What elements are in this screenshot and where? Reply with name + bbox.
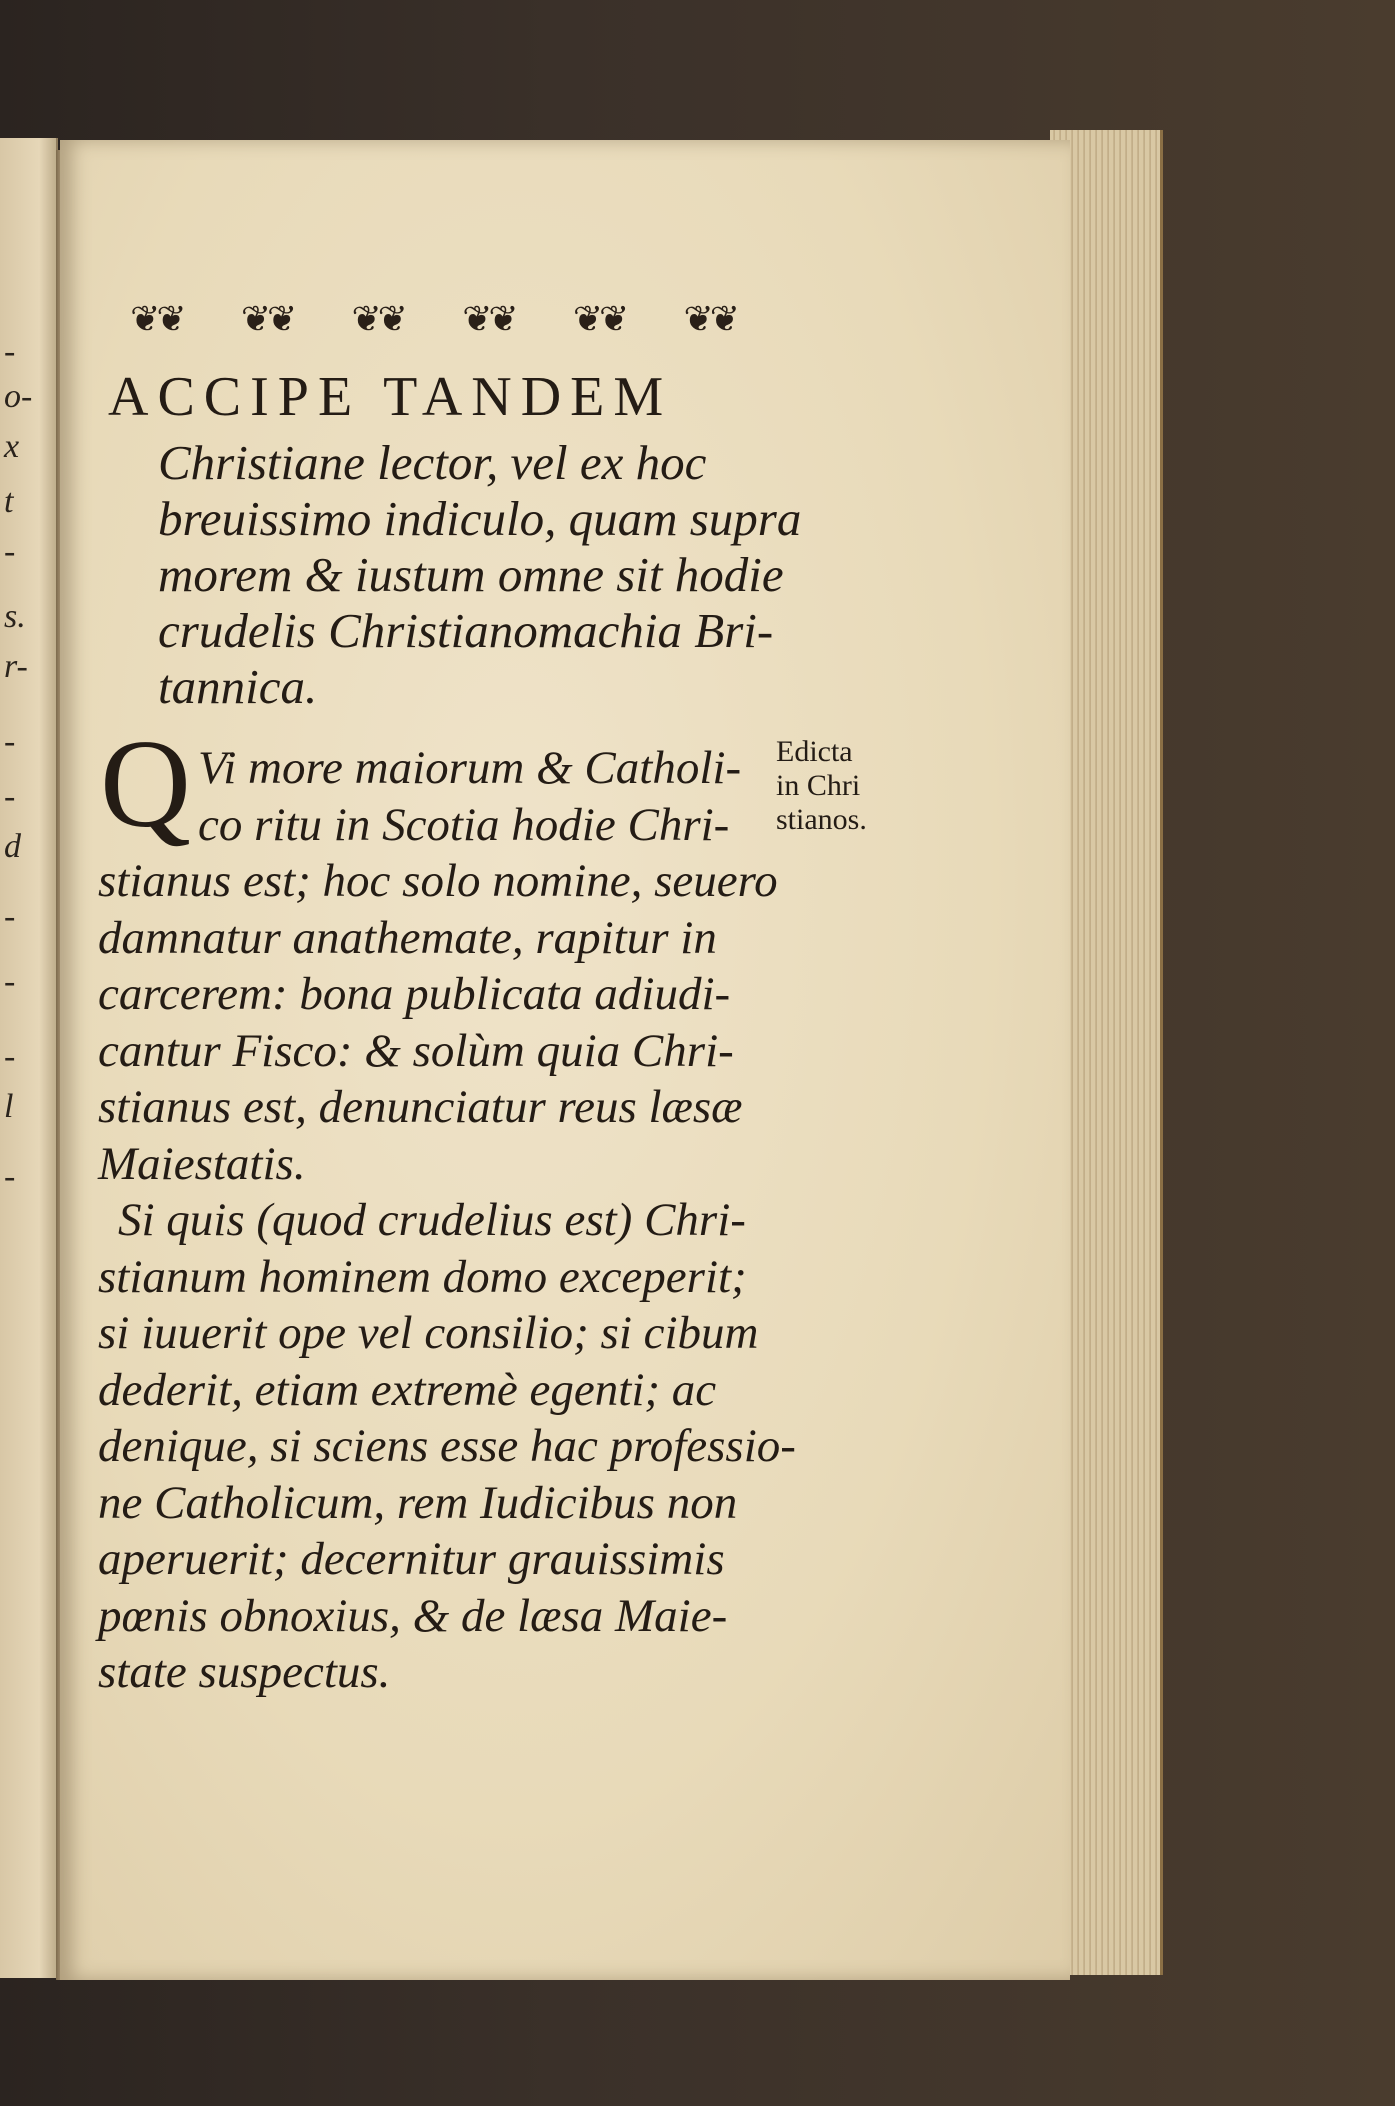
body-line: ne Catholicum, rem Iudicibus non bbox=[98, 1476, 738, 1529]
facing-page-edge bbox=[0, 138, 58, 1978]
body-line: cantur Fisco: & solùm quia Chri- bbox=[98, 1024, 734, 1077]
intro-line: crudelis Christianomachia Bri- bbox=[158, 603, 774, 658]
facing-fragment: r- bbox=[4, 648, 28, 685]
drop-cap: Q bbox=[100, 715, 191, 854]
page-heading: ACCIPE TANDEM bbox=[108, 366, 673, 428]
body-line: dederit, etiam extremè egenti; ac bbox=[98, 1363, 717, 1416]
marginal-line: Edicta bbox=[776, 735, 853, 768]
body-line: stianus est; hoc solo nomine, seuero bbox=[98, 855, 778, 907]
body-text bbox=[98, 740, 796, 1701]
intro-line: Christiane lector, vel ex hoc bbox=[158, 435, 707, 490]
body-line: state suspectus. bbox=[98, 1646, 391, 1698]
facing-fragment: - bbox=[4, 533, 16, 570]
facing-fragment: - bbox=[4, 723, 16, 760]
intro-line: breuissimo indiculo, quam supra bbox=[158, 491, 802, 546]
fleuron-icon: ❦❦ bbox=[130, 298, 183, 340]
facing-fragment: t bbox=[4, 483, 14, 520]
intro-line: morem & iustum omne sit hodie bbox=[158, 547, 784, 602]
facing-fragment: d bbox=[4, 828, 21, 865]
facing-fragment: o- bbox=[4, 378, 33, 415]
facing-fragment: - bbox=[4, 963, 16, 1000]
facing-fragment: - bbox=[4, 333, 16, 370]
facing-fragment: - bbox=[4, 1158, 16, 1195]
intro-paragraph bbox=[158, 435, 802, 715]
intro-line: tannica. bbox=[158, 659, 318, 714]
facing-fragment: l bbox=[4, 1088, 14, 1125]
facing-fragment: - bbox=[4, 778, 16, 815]
marginal-note bbox=[776, 735, 886, 837]
marginal-line: in Chri bbox=[776, 769, 861, 802]
fleuron-icon: ❦❦ bbox=[572, 298, 626, 340]
facing-fragment: x bbox=[4, 428, 20, 465]
body-line: Vi more maiorum & Catholi- bbox=[198, 742, 742, 794]
body-line: damnatur anathemate, rapitur in bbox=[98, 911, 717, 964]
body-line: denique, si sciens esse hac professio- bbox=[98, 1420, 796, 1472]
marginal-line: stianos. bbox=[776, 803, 867, 836]
fleuron-icon: ❦❦ bbox=[683, 298, 736, 340]
body-line: aperuerit; decernitur grauissimis bbox=[98, 1533, 725, 1585]
fleuron-icon: ❦❦ bbox=[240, 298, 294, 340]
facing-fragment: - bbox=[4, 1038, 16, 1075]
body-line: Si quis (quod crudelius est) Chri- bbox=[118, 1194, 746, 1246]
body-line: Maiestatis. bbox=[98, 1137, 306, 1190]
fleuron-icon: ❦❦ bbox=[462, 298, 515, 340]
ornament-band bbox=[108, 280, 758, 360]
body-line: stianum hominem domo exceperit; bbox=[98, 1250, 747, 1303]
body-line: pœnis obnoxius, & de læsa Maie- bbox=[98, 1589, 728, 1642]
body-line: co ritu in Scotia hodie Chri- bbox=[198, 798, 730, 851]
fleuron-icon: ❦❦ bbox=[351, 298, 404, 340]
body-line: stianus est, denunciatur reus læsæ bbox=[98, 1081, 743, 1133]
body-line: si iuuerit ope vel consilio; si cibum bbox=[98, 1307, 759, 1359]
facing-fragment: - bbox=[4, 898, 16, 935]
facing-fragment: s. bbox=[4, 598, 26, 635]
body-line: carcerem: bona publicata adiudi- bbox=[98, 968, 731, 1020]
